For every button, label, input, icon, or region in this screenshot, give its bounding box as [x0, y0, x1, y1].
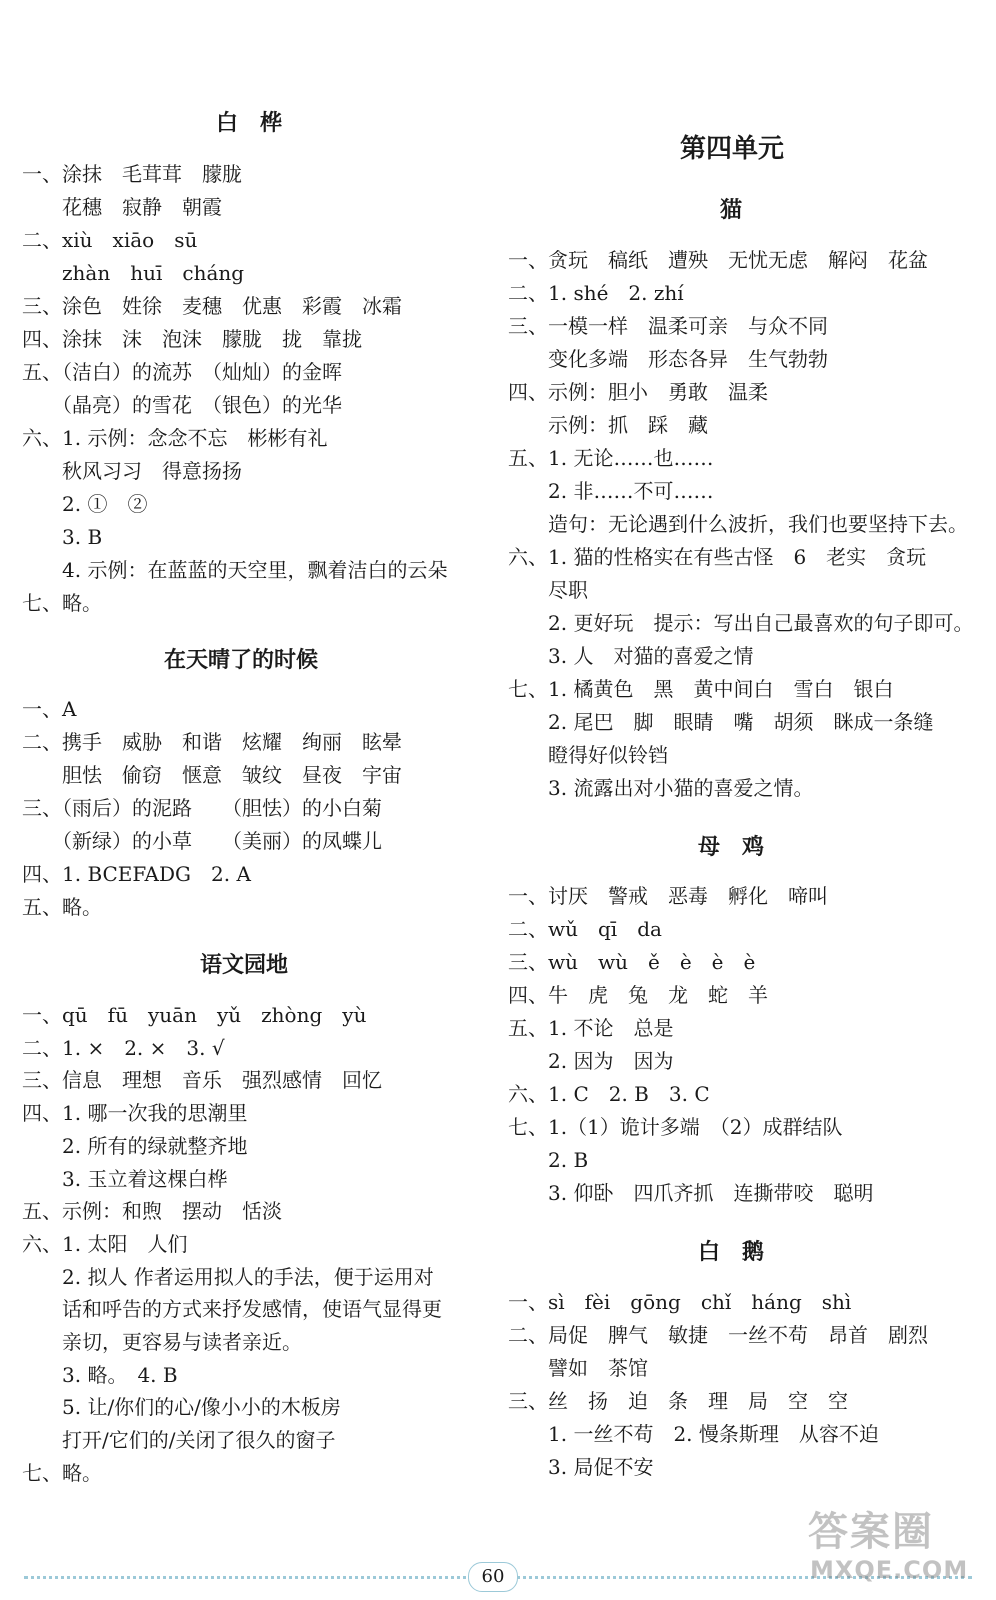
- answer-line: 三、信息 理想 音乐 强烈感情 回忆: [22, 1068, 382, 1093]
- answer-line: 六、1. 太阳 人们: [22, 1231, 188, 1256]
- answer-line: 变化多端 形态各异 生气勃勃: [508, 347, 828, 371]
- answer-line: （新绿）的小草 （美丽）的凤蝶儿: [22, 829, 382, 853]
- answer-line: 五、示例：和煦 摆动 恬淡: [22, 1199, 282, 1224]
- answer-line: 3. 略。 4. B: [22, 1362, 178, 1387]
- answer-line: 一、sì fèi gōng chǐ háng shì: [508, 1290, 852, 1314]
- answer-line: 三、（雨后）的泥路 （胆怯）的小白菊: [22, 796, 382, 820]
- answer-line: 一、qū fū yuān yǔ zhòng yù: [22, 1003, 367, 1027]
- answer-line: 尽职: [508, 578, 588, 602]
- answer-line: 一、A: [22, 697, 77, 721]
- answer-line: 一、贪玩 稿纸 遭殃 无忧无虑 解闷 花盆: [508, 248, 928, 272]
- answer-line: 七、略。: [22, 591, 102, 615]
- answer-line: 5. 让/你们的心/像小小的木板房: [22, 1395, 341, 1420]
- answer-line: 四、涂抹 沫 泡沫 朦胧 拢 靠拢: [22, 327, 362, 351]
- answer-line: 三、wù wù ě è è è: [508, 950, 756, 974]
- answer-line: 三、涂色 姓徐 麦穗 优惠 彩霞 冰霜: [22, 294, 402, 318]
- answer-line: 二、1. × 2. × 3. √: [22, 1035, 225, 1060]
- answer-line: 六、1. 猫的性格实在有些古怪 6 老实 贪玩: [508, 545, 927, 569]
- answer-line: 四、1. 哪一次我的思潮里: [22, 1101, 248, 1126]
- answer-line: 七、略。: [22, 1460, 102, 1485]
- answer-line: 三、丝 扬 迫 条 理 局 空 空: [508, 1389, 848, 1413]
- section-title-muji: 母 鸡: [698, 835, 765, 860]
- answer-line: 二、1. shé 2. zhí: [508, 281, 684, 305]
- answer-line: （晶亮）的雪花 （银色）的光华: [22, 393, 342, 417]
- section-title-baie: 白 鹅: [698, 1240, 765, 1265]
- answer-line: 2. 尾巴 脚 眼睛 嘴 胡须 眯成一条缝: [508, 710, 934, 734]
- answer-line: 打开/它们的/关闭了很久的窗子: [22, 1428, 336, 1453]
- section-title-yuandi: 语文园地: [200, 953, 289, 978]
- answer-line: 一、涂抹 毛茸茸 朦胧: [22, 162, 242, 186]
- answer-line: 五、（洁白）的流苏 （灿灿）的金晖: [22, 360, 342, 384]
- answer-line: 二、xiù xiāo sū: [22, 228, 198, 252]
- answer-line: 话和呼告的方式来抒发感情，使语气显得更: [22, 1297, 442, 1322]
- answer-line: 2. 非……不可……: [508, 479, 714, 503]
- answer-line: 譬如 茶馆: [508, 1356, 648, 1380]
- answer-line: 六、1. C 2. B 3. C: [508, 1082, 710, 1106]
- page-number: 60: [468, 1562, 518, 1592]
- unit-title: 第四单元: [680, 134, 785, 164]
- answer-line: 花穗 寂静 朝霞: [22, 195, 222, 219]
- answer-line: 1. 一丝不苟 2. 慢条斯理 从容不迫: [508, 1422, 879, 1446]
- answer-line: 2. B: [508, 1148, 589, 1172]
- answer-line: 瞪得好似铃铛: [508, 743, 668, 767]
- answer-line: 三、一模一样 温柔可亲 与众不同: [508, 314, 828, 338]
- answer-line: 2. ① ②: [22, 492, 148, 516]
- answer-line: 六、1. 示例：念念不忘 彬彬有礼: [22, 426, 328, 450]
- answer-line: 七、1. 橘黄色 黑 黄中间白 雪白 银白: [508, 677, 894, 701]
- answer-line: 四、牛 虎 兔 龙 蛇 羊: [508, 983, 768, 1007]
- watermark-logo-text: 答案圈: [808, 1509, 934, 1555]
- watermark-site-text: MXQE.COM: [810, 1556, 969, 1584]
- answer-line: 二、携手 威胁 和谐 炫耀 绚丽 眩晕: [22, 730, 402, 754]
- section-title-tianqing: 在天晴了的时候: [164, 648, 319, 673]
- answer-line: 2. 更好玩 提示：写出自己最喜欢的句子即可。: [508, 611, 974, 635]
- answer-line: 亲切，更容易与读者亲近。: [22, 1330, 302, 1354]
- answer-line: 示例：抓 踩 藏: [508, 413, 708, 437]
- answer-line: 秋风习习 得意扬扬: [22, 459, 242, 483]
- answer-line: 五、略。: [22, 895, 102, 919]
- answer-line: 2. 拟人 作者运用拟人的手法，便于运用对: [22, 1264, 434, 1289]
- answer-line: 胆怯 偷窃 惬意 皱纹 昼夜 宇宙: [22, 763, 402, 787]
- answer-line: 二、局促 脾气 敏捷 一丝不苟 昂首 剧烈: [508, 1323, 928, 1347]
- section-title-mao: 猫: [720, 198, 743, 223]
- answer-line: 四、1. BCEFADG 2. A: [22, 862, 251, 886]
- section-title-baihua: 白 桦: [216, 111, 283, 136]
- answer-line: 3. 局促不安: [508, 1455, 654, 1479]
- answer-line: 四、示例：胆小 勇敢 温柔: [508, 380, 768, 404]
- answer-line: 3. 仰卧 四爪齐抓 连撕带咬 聪明: [508, 1181, 874, 1205]
- answer-line: 二、wǔ qī da: [508, 917, 662, 941]
- answer-line: 七、1.（1）诡计多端 （2）成群结队: [508, 1115, 843, 1139]
- answer-line: 4. 示例：在蓝蓝的天空里，飘着洁白的云朵: [22, 558, 448, 582]
- answer-line: 一、讨厌 警戒 恶毒 孵化 啼叫: [508, 884, 828, 908]
- answer-line: 3. 流露出对小猫的喜爱之情。: [508, 776, 814, 800]
- answer-line: 2. 因为 因为: [508, 1049, 674, 1073]
- answer-line: 五、1. 不论 总是: [508, 1016, 674, 1040]
- answer-line: zhàn huī cháng: [22, 261, 245, 285]
- answer-line: 3. 玉立着这棵白桦: [22, 1166, 228, 1191]
- answer-line: 3. 人 对猫的喜爱之情: [508, 644, 754, 668]
- watermark-logo: [808, 1500, 988, 1596]
- answer-line: 造句：无论遇到什么波折，我们也要坚持下去。: [508, 512, 968, 536]
- answer-line: 2. 所有的绿就整齐地: [22, 1133, 248, 1158]
- answer-line: 3. B: [22, 525, 103, 549]
- answer-line: 五、1. 无论……也……: [508, 446, 714, 470]
